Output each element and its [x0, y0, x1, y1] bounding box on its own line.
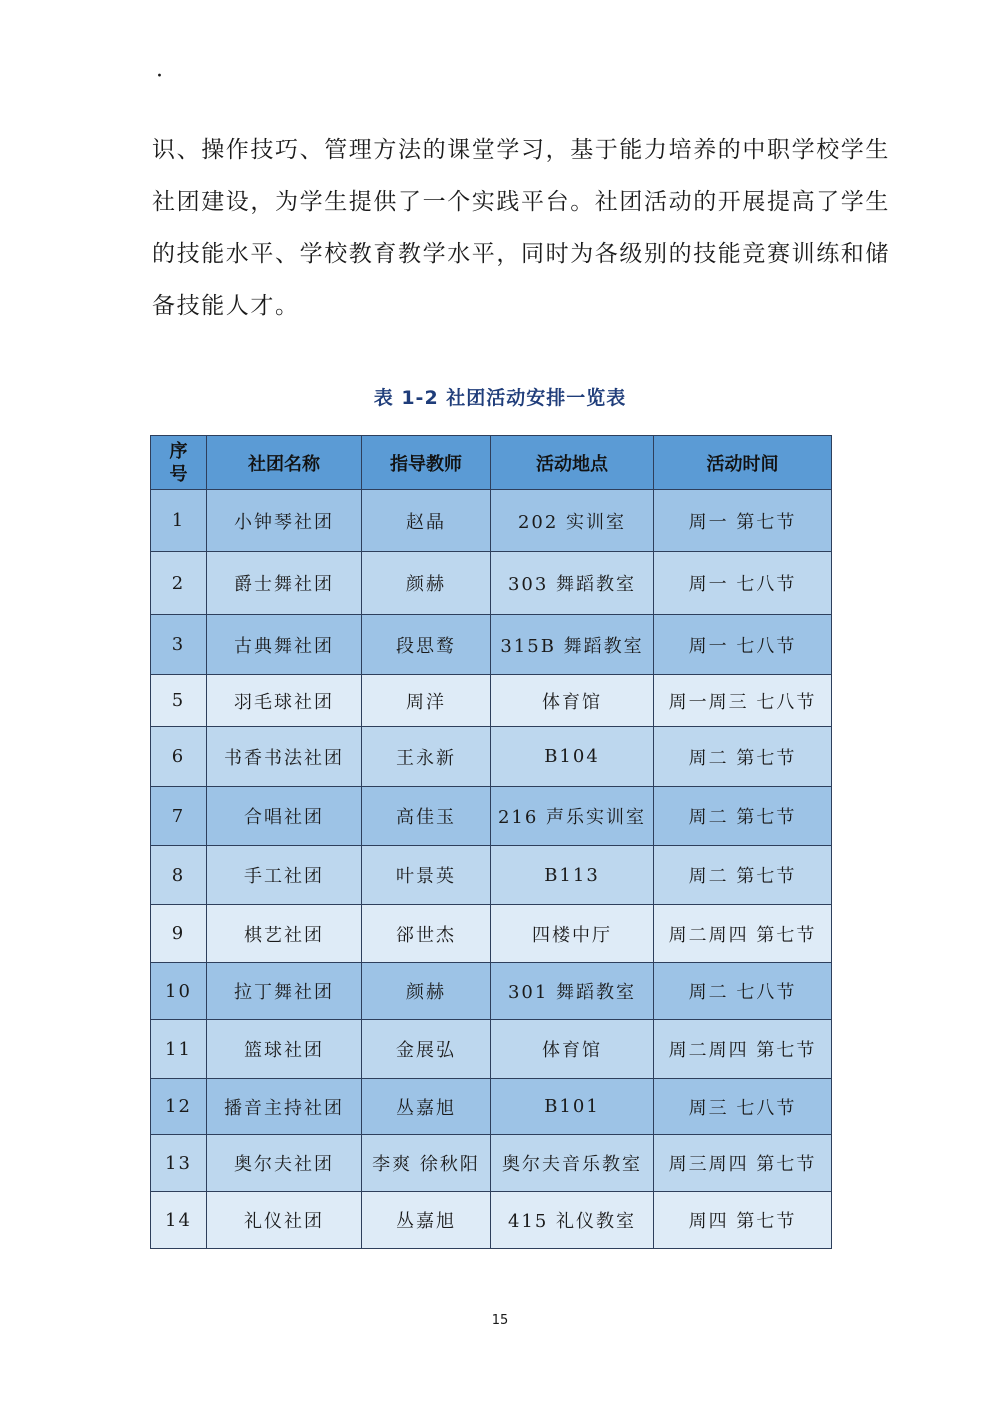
- table-header-row: [151, 436, 832, 490]
- cell-time: 周三周四 第七节: [654, 1135, 832, 1192]
- cell-place: 奥尔夫音乐教室: [491, 1135, 654, 1192]
- cell-teacher: 丛嘉旭: [362, 1192, 491, 1249]
- table-row: [151, 615, 832, 675]
- paragraph-line: 备技能人才。: [152, 293, 300, 319]
- cell-teacher: 叶景英: [362, 846, 491, 905]
- cell-no: 10: [151, 963, 207, 1020]
- cell-no: 9: [151, 905, 207, 963]
- cell-no: 3: [151, 615, 207, 675]
- cell-club-name: 播音主持社团: [207, 1079, 362, 1135]
- cell-no: 14: [151, 1192, 207, 1249]
- cell-place: B101: [491, 1079, 654, 1135]
- table-row: [151, 846, 832, 905]
- cell-time: 周二周四 第七节: [654, 1020, 832, 1079]
- cell-no: 13: [151, 1135, 207, 1192]
- header-teacher: 指导教师: [362, 436, 491, 490]
- table-row: [151, 727, 832, 787]
- cell-club-name: 手工社团: [207, 846, 362, 905]
- table-caption: 表 1-2 社团活动安排一览表: [373, 387, 627, 409]
- table-row: [151, 1079, 832, 1135]
- cell-club-name: 棋艺社团: [207, 905, 362, 963]
- table-row: [151, 1192, 832, 1249]
- cell-time: 周一 七八节: [654, 552, 832, 615]
- cell-place: 四楼中厅: [491, 905, 654, 963]
- cell-place: B113: [491, 846, 654, 905]
- top-mark: ·: [156, 64, 163, 89]
- cell-time: 周二周四 第七节: [654, 905, 832, 963]
- cell-club-name: 小钟琴社团: [207, 490, 362, 552]
- cell-club-name: 羽毛球社团: [207, 675, 362, 727]
- cell-teacher: 郤世杰: [362, 905, 491, 963]
- cell-teacher: 赵晶: [362, 490, 491, 552]
- body-paragraph: [152, 124, 890, 332]
- cell-teacher: 颜赫: [362, 963, 491, 1020]
- table-row: [151, 552, 832, 615]
- club-schedule-table: [150, 435, 832, 1249]
- cell-time: 周一 七八节: [654, 615, 832, 675]
- cell-time: 周二 第七节: [654, 727, 832, 787]
- cell-time: 周一 第七节: [654, 490, 832, 552]
- table-row: [151, 490, 832, 552]
- cell-time: 周四 第七节: [654, 1192, 832, 1249]
- table-row: [151, 1135, 832, 1192]
- header-seq-line2: 号: [169, 463, 188, 485]
- cell-club-name: 书香书法社团: [207, 727, 362, 787]
- cell-time: 周二 七八节: [654, 963, 832, 1020]
- table-row: [151, 1020, 832, 1079]
- cell-club-name: 拉丁舞社团: [207, 963, 362, 1020]
- cell-club-name: 奥尔夫社团: [207, 1135, 362, 1192]
- table-row: [151, 675, 832, 727]
- header-seq: [151, 436, 207, 490]
- cell-teacher: 金展弘: [362, 1020, 491, 1079]
- cell-no: 8: [151, 846, 207, 905]
- cell-no: 7: [151, 787, 207, 846]
- cell-place: 315B 舞蹈教室: [491, 615, 654, 675]
- cell-place: B104: [491, 727, 654, 787]
- cell-club-name: 合唱社团: [207, 787, 362, 846]
- cell-teacher: 李爽 徐秋阳: [362, 1135, 491, 1192]
- cell-time: 周二 第七节: [654, 787, 832, 846]
- cell-teacher: 段思鹜: [362, 615, 491, 675]
- cell-place: 216 声乐实训室: [491, 787, 654, 846]
- header-time: 活动时间: [654, 436, 832, 490]
- cell-teacher: 丛嘉旭: [362, 1079, 491, 1135]
- header-seq-line1: 序: [169, 440, 188, 462]
- paragraph-line: 的技能水平、学校教育教学水平，同时为各级别的技能竞赛训练和储: [152, 241, 890, 267]
- cell-no: 1: [151, 490, 207, 552]
- header-club-name: 社团名称: [207, 436, 362, 490]
- cell-time: 周二 第七节: [654, 846, 832, 905]
- cell-place: 415 礼仪教室: [491, 1192, 654, 1249]
- cell-club-name: 爵士舞社团: [207, 552, 362, 615]
- cell-place: 体育馆: [491, 675, 654, 727]
- header-place: 活动地点: [491, 436, 654, 490]
- paragraph-line: 识、操作技巧、管理方法的课堂学习，基于能力培养的中职学校学生: [152, 137, 890, 163]
- cell-teacher: 高佳玉: [362, 787, 491, 846]
- cell-club-name: 篮球社团: [207, 1020, 362, 1079]
- cell-no: 12: [151, 1079, 207, 1135]
- cell-place: 体育馆: [491, 1020, 654, 1079]
- cell-teacher: 周洋: [362, 675, 491, 727]
- cell-time: 周三 七八节: [654, 1079, 832, 1135]
- cell-no: 11: [151, 1020, 207, 1079]
- page-number: 15: [491, 1313, 509, 1328]
- cell-teacher: 颜赫: [362, 552, 491, 615]
- paragraph-line: 社团建设，为学生提供了一个实践平台。社团活动的开展提高了学生: [152, 189, 890, 215]
- cell-time: 周一周三 七八节: [654, 675, 832, 727]
- table-row: [151, 963, 832, 1020]
- cell-no: 2: [151, 552, 207, 615]
- table-row: [151, 787, 832, 846]
- cell-teacher: 王永新: [362, 727, 491, 787]
- cell-place: 202 实训室: [491, 490, 654, 552]
- cell-no: 6: [151, 727, 207, 787]
- cell-place: 301 舞蹈教室: [491, 963, 654, 1020]
- cell-club-name: 礼仪社团: [207, 1192, 362, 1249]
- cell-club-name: 古典舞社团: [207, 615, 362, 675]
- cell-place: 303 舞蹈教室: [491, 552, 654, 615]
- cell-no: 5: [151, 675, 207, 727]
- table-row: [151, 905, 832, 963]
